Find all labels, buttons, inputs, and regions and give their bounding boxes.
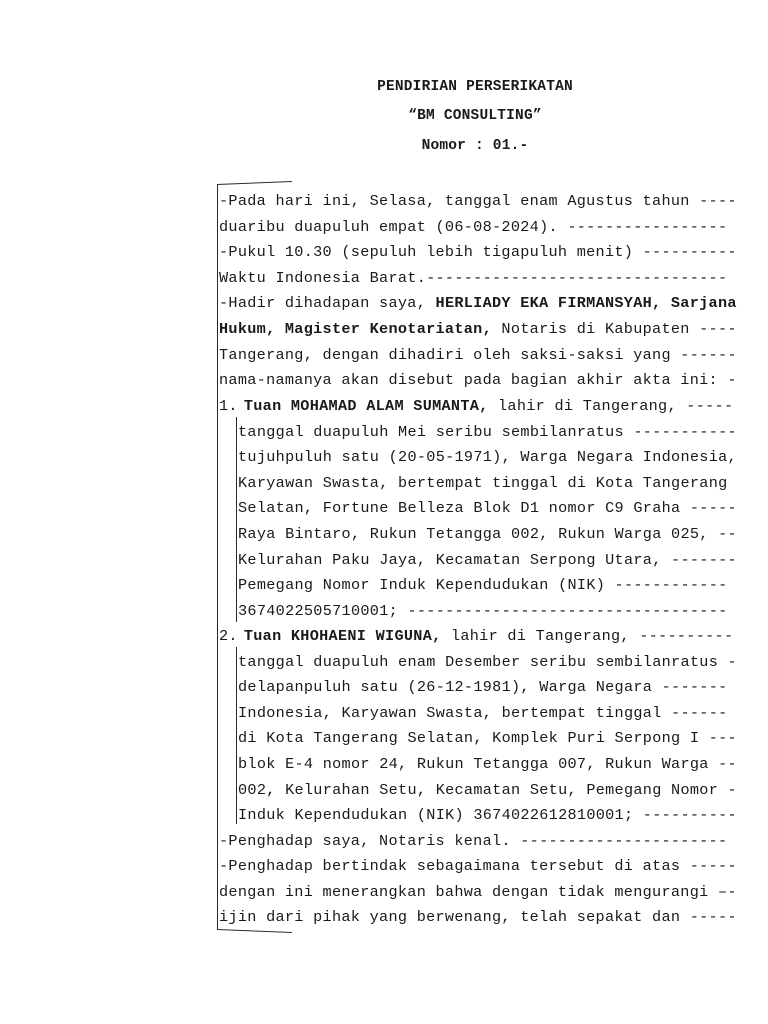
party-1-line: tujuhpuluh satu (20-05-1971), Warga Negara Indonesia,	[238, 448, 737, 466]
margin-rule-bottom	[217, 929, 292, 933]
deed-line	[219, 293, 737, 313]
party-number: 2.	[219, 627, 238, 645]
deed-line: dengan ini menerangkan bahwa dengan tidak mengurangi –-	[219, 883, 737, 901]
deed-line: -Penghadap saya, Notaris kenal. ----------------------	[219, 832, 728, 850]
deed-line: ijin dari pihak yang berwenang, telah sepakat dan -----	[219, 908, 737, 926]
party-1-line: Pemegang Nomor Induk Kependudukan (NIK) ------------	[238, 576, 728, 594]
party-2-name: Tuan KHOHAENI WIGUNA,	[243, 627, 442, 645]
deed-line: -Penghadap bertindak sebagaimana tersebut di atas -----	[219, 857, 737, 875]
party-2-line: 002, Kelurahan Setu, Kecamatan Setu, Pemegang Nomor -	[238, 781, 737, 799]
party-1-line: 3674022505710001; ----------------------------------	[238, 602, 728, 620]
deed-line: -Pukul 10.30 (sepuluh lebih tigapuluh menit) ----------	[219, 243, 737, 261]
deed-title: PENDIRIAN PERSERIKATAN	[377, 79, 573, 95]
deed-line: Waktu Indonesia Barat.--------------------------------	[219, 269, 728, 287]
party-2-line: di Kota Tangerang Selatan, Komplek Puri Serpong I ---	[238, 729, 737, 747]
party-2-line: blok E-4 nomor 24, Rukun Tetangga 007, Rukun Warga --	[238, 755, 737, 773]
notary-title: Hukum, Magister Kenotariatan,	[219, 320, 493, 338]
party-2-line: Indonesia, Karyawan Swasta, bertempat tinggal ------	[238, 704, 728, 722]
party-1-name: Tuan MOHAMAD ALAM SUMANTA,	[243, 397, 489, 415]
deed-line: Tangerang, dengan dihadiri oleh saksi-saksi yang ------	[219, 346, 737, 364]
deed-line	[219, 319, 737, 339]
deed-text: lahir di Tangerang, -----	[488, 397, 734, 415]
party-2-rule	[236, 647, 237, 824]
party-2-line: delapanpuluh satu (26-12-1981), Warga Negara -------	[238, 678, 728, 696]
deed-text: lahir di Tangerang, ----------	[441, 627, 734, 645]
deed-number: Nomor : 01.-	[421, 138, 529, 154]
party-2-line: tanggal duapuluh enam Desember seribu sembilanratus -	[238, 653, 737, 671]
deed-text: -Hadir dihadapan saya,	[219, 294, 436, 312]
party-1-heading	[219, 396, 733, 416]
margin-rule-left	[217, 185, 218, 929]
deed-text: Notaris di Kabupaten ----	[492, 320, 737, 338]
party-number: 1.	[219, 397, 238, 415]
party-1-line: tanggal duapuluh Mei seribu sembilanratus -----------	[238, 423, 737, 441]
party-1-line: Selatan, Fortune Belleza Blok D1 nomor C9 Graha -----	[238, 499, 737, 517]
margin-rule-top	[217, 181, 292, 185]
party-2-heading	[219, 626, 733, 646]
notary-name: HERLIADY EKA FIRMANSYAH, Sarjana	[435, 294, 737, 312]
deed-line: duaribu duapuluh empat (06-08-2024). -----------------	[219, 218, 728, 236]
party-1-line: Raya Bintaro, Rukun Tetangga 002, Rukun Warga 025, --	[238, 525, 737, 543]
party-1-rule	[236, 417, 237, 622]
party-1-line: Kelurahan Paku Jaya, Kecamatan Serpong Utara, -------	[238, 551, 737, 569]
deed-line: nama-namanya akan disebut pada bagian akhir akta ini: -	[219, 371, 737, 389]
association-name: “BM CONSULTING”	[408, 108, 542, 124]
deed-line: -Pada hari ini, Selasa, tanggal enam Agustus tahun ----	[219, 192, 737, 210]
party-2-line: Induk Kependudukan (NIK) 3674022612810001; ----------	[238, 806, 737, 824]
party-1-line: Karyawan Swasta, bertempat tinggal di Kota Tangerang	[238, 474, 728, 492]
